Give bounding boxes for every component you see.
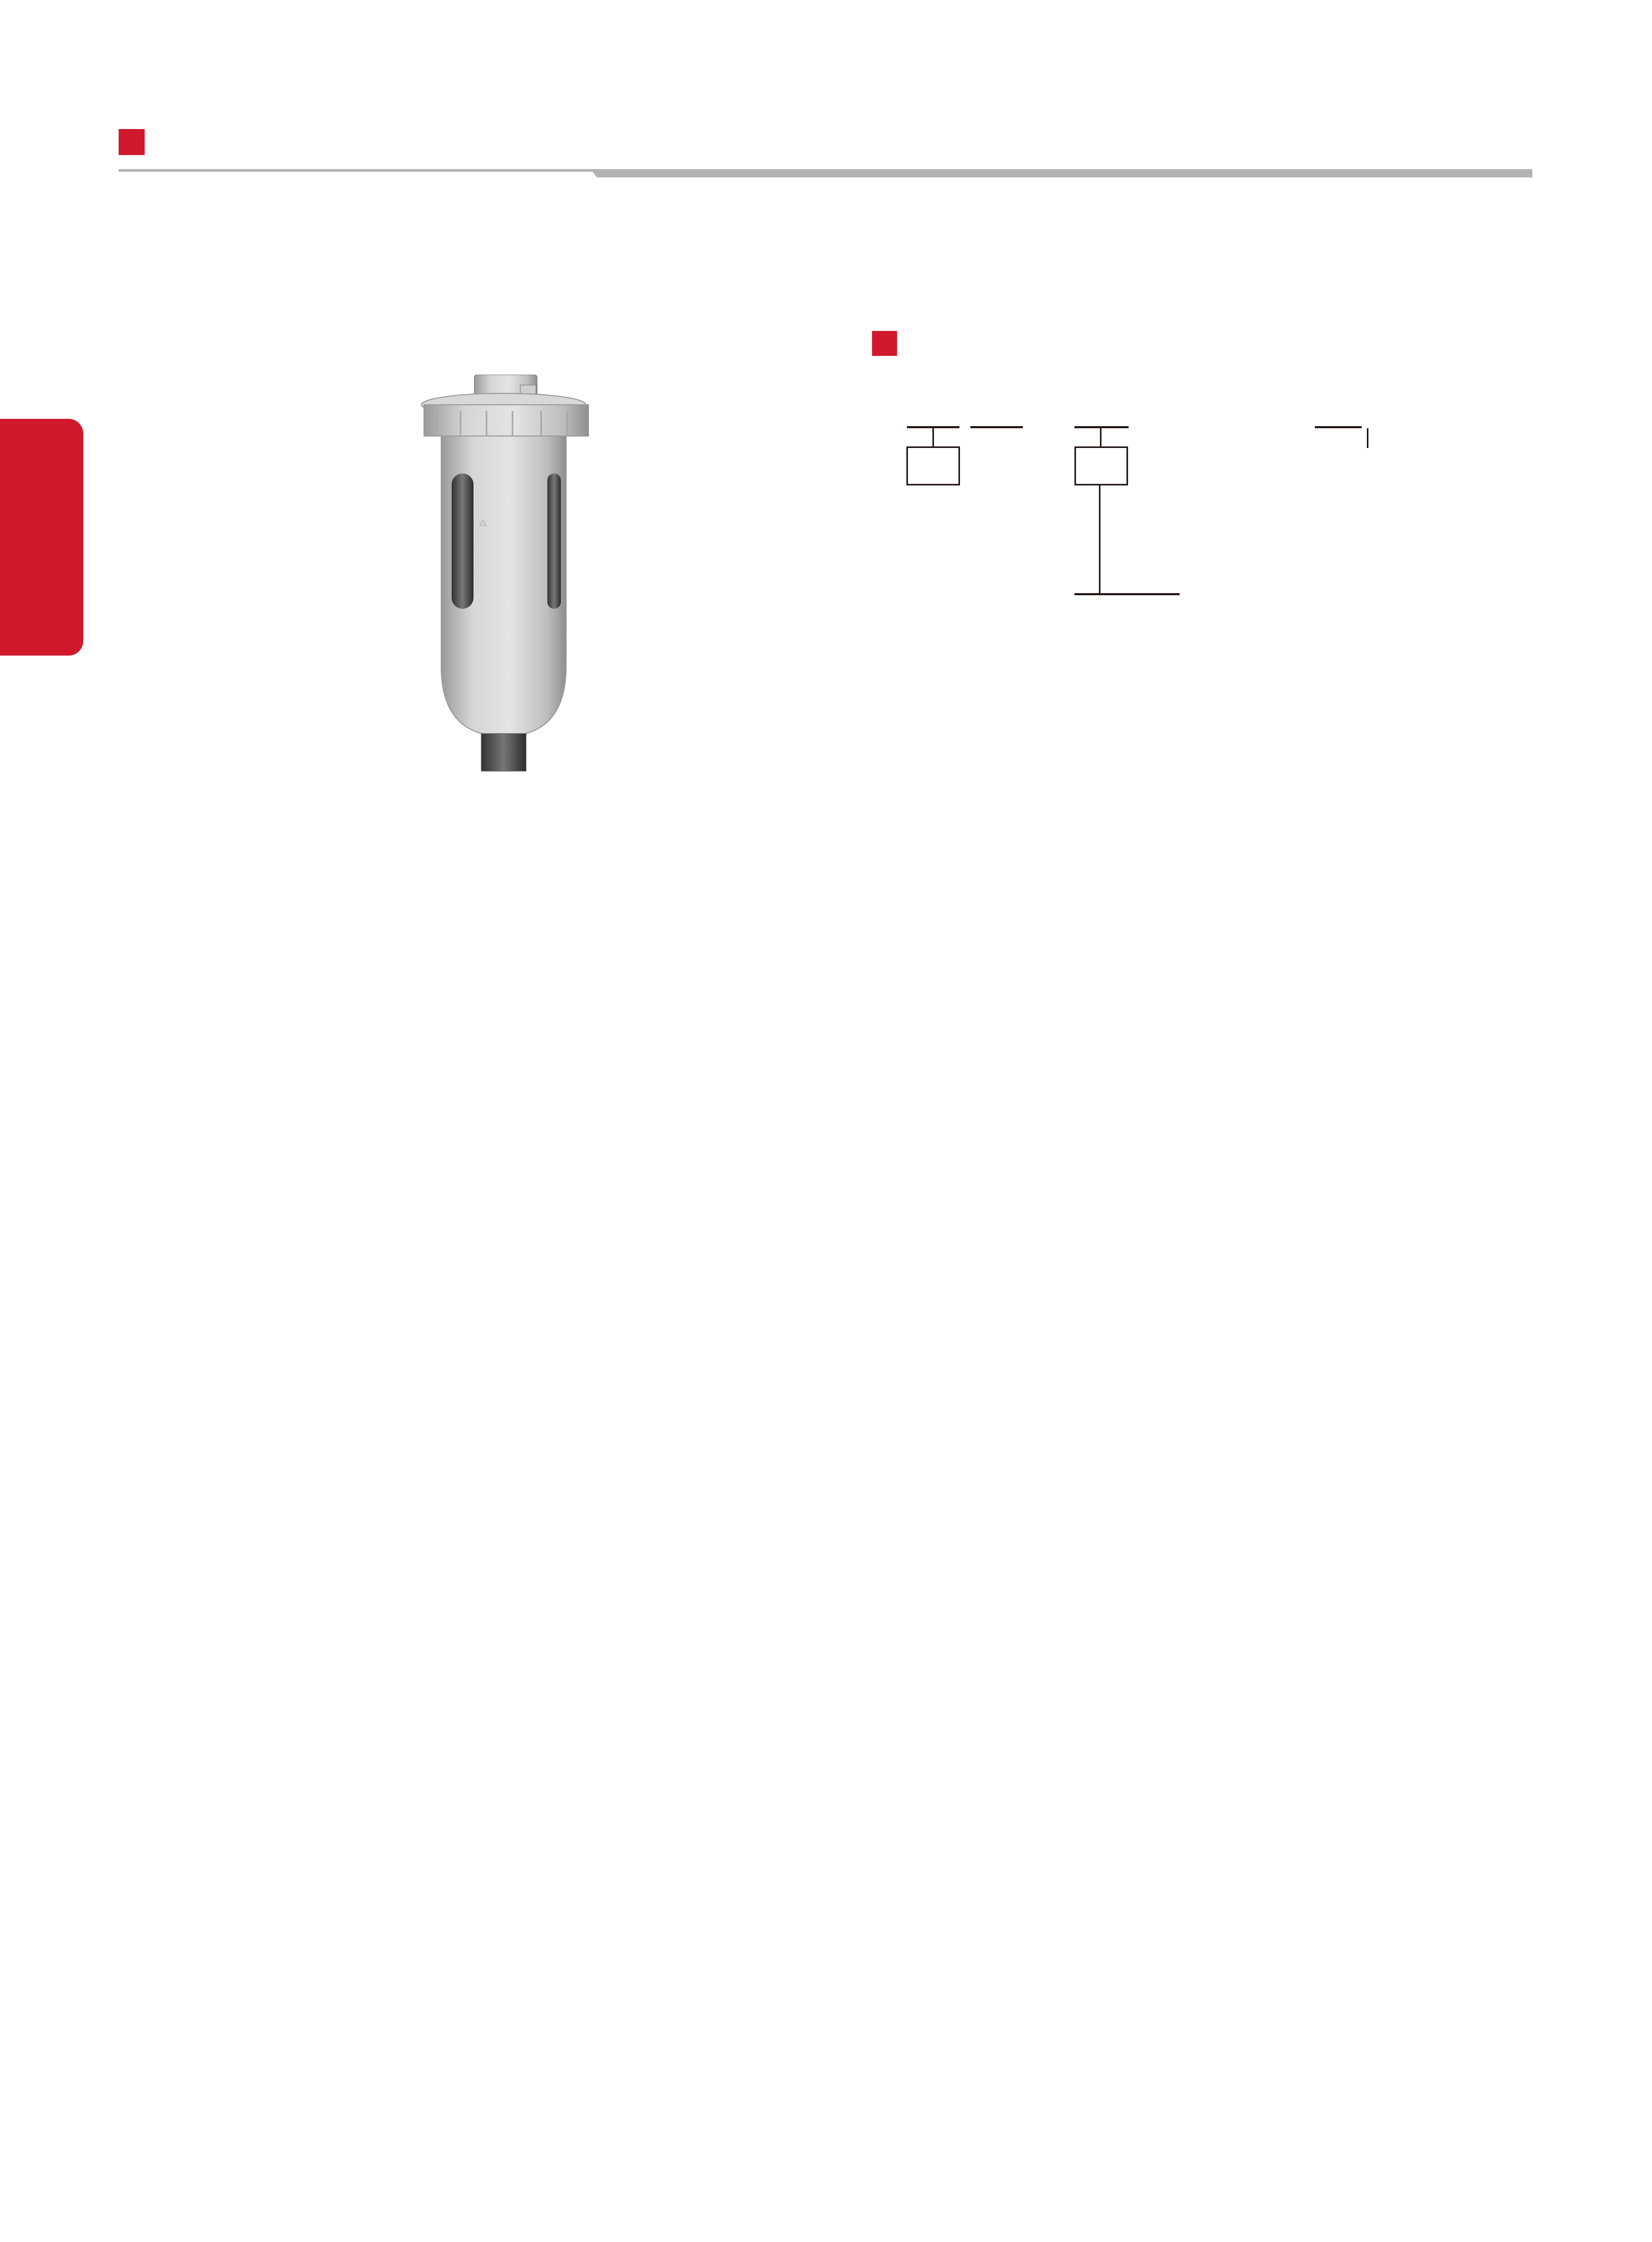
order-code-marker: [872, 331, 897, 356]
series-box: [906, 446, 960, 485]
product-photo: [401, 375, 604, 806]
connector: [1100, 428, 1102, 448]
underline: [1074, 593, 1180, 595]
title-marker: [119, 129, 145, 155]
port-connector: [1367, 428, 1368, 448]
body-size-underline: [1074, 426, 1128, 428]
header-rule: [119, 169, 595, 172]
underline: [970, 426, 1023, 428]
body-size-box: [1074, 446, 1128, 485]
category-side-tab[interactable]: [0, 419, 83, 656]
connector: [932, 428, 934, 448]
header-rule-thick: [591, 169, 1532, 177]
connector: [1099, 485, 1100, 594]
port-size-code-underline-main: [1315, 426, 1362, 428]
